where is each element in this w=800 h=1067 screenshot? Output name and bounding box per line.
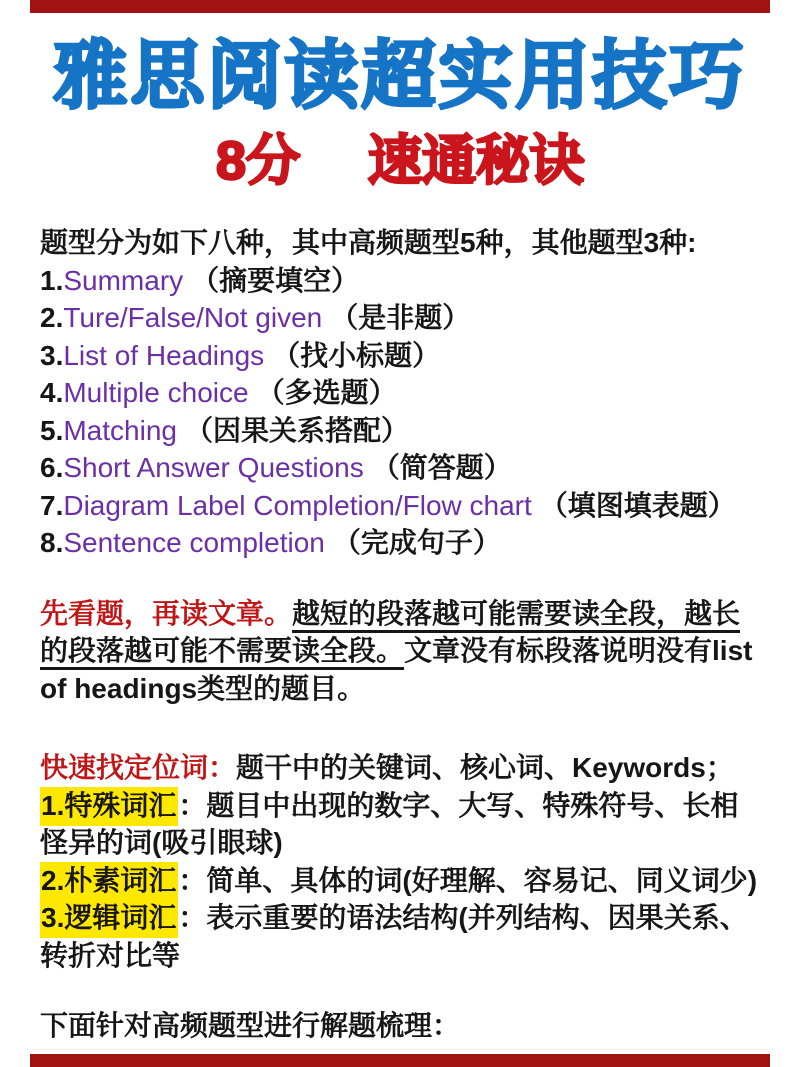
item-english-label: Multiple choice	[63, 377, 249, 408]
item-english-label: Matching	[63, 414, 177, 446]
keyword-colon: ：	[178, 789, 207, 821]
question-type-item	[40, 262, 760, 300]
keyword-text: 题目中出现的数字、大写、特殊符号、长相怪异的词(吸引眼球)	[40, 789, 739, 858]
keyword-item	[40, 862, 760, 900]
item-chinese-label: （因果关系搭配）	[184, 414, 409, 446]
item-number: 3.	[40, 339, 64, 371]
keyword-highlight: 2.朴素词汇	[40, 862, 178, 901]
item-english-label: Ture/False/Not given	[63, 302, 323, 333]
keyword-item	[40, 787, 760, 862]
strategy-lead: 先看题，再读文章。	[40, 597, 293, 629]
poster-body	[0, 224, 800, 1045]
page-title: 雅思阅读超实用技巧	[53, 34, 747, 117]
item-number: 8.	[40, 527, 64, 558]
item-english-label: Diagram Label Completion/Flow chart	[63, 489, 532, 521]
item-english-label: List of Headings	[63, 339, 265, 371]
item-english-label: Summary	[63, 264, 184, 296]
intro-line: 题型分为如下八种，其中高频题型5种，其他题型3种:	[40, 227, 697, 258]
page-subtitle	[0, 132, 800, 190]
keyword-highlight: 3.逻辑词汇	[40, 899, 178, 938]
keyword-text: 表示重要的语法结构(并列结构、因果关系、转折对比等	[40, 902, 748, 971]
item-number: 1.	[40, 264, 64, 296]
item-chinese-label: （摘要填空）	[191, 264, 360, 296]
item-chinese-label: （填图填表题）	[539, 489, 736, 521]
strategy-underlined-text: 越短的段落越可能需要读全段，越长的段落越可能不需要读全段。	[40, 597, 741, 666]
keywords-lead-line	[40, 749, 760, 787]
item-chinese-label: （简答题）	[371, 452, 512, 483]
closing-line: 下面针对高频题型进行解题梳理：	[40, 1010, 461, 1041]
question-type-item	[40, 412, 760, 450]
top-accent-bar	[30, 0, 770, 13]
item-english-label: Sentence completion	[63, 527, 325, 558]
item-chinese-label: （找小标题）	[272, 339, 441, 371]
item-english-label: Short Answer Questions	[63, 452, 364, 483]
question-type-item	[40, 524, 760, 562]
item-number: 7.	[40, 489, 64, 521]
keywords-lead-rest: 题干中的关键词、核心词、Keywords；	[236, 752, 734, 783]
subtitle-score: 8分	[215, 131, 301, 191]
item-chinese-label: （是非题）	[330, 302, 471, 333]
keyword-highlight: 1.特殊词汇	[40, 787, 178, 826]
item-chinese-label: （多选题）	[256, 377, 397, 408]
keywords-section	[40, 749, 760, 974]
keyword-item	[40, 899, 760, 974]
bottom-accent-bar	[30, 1054, 770, 1067]
strategy-rest-text: 文章没有标段落说明没有list of headings类型的题目。	[40, 635, 753, 704]
question-type-item	[40, 374, 760, 412]
item-number: 5.	[40, 414, 64, 446]
subtitle-text: 速通秘诀	[368, 131, 585, 191]
keyword-colon: ：	[178, 902, 207, 933]
question-type-item	[40, 487, 760, 525]
question-type-item	[40, 337, 760, 375]
item-chinese-label: （完成句子）	[332, 527, 501, 558]
question-type-list	[40, 262, 760, 562]
item-number: 6.	[40, 452, 64, 483]
strategy-paragraph	[40, 595, 760, 708]
keyword-text: 简单、具体的词(好理解、容易记、同义词少)	[206, 864, 758, 896]
keyword-colon: ：	[178, 864, 207, 896]
keywords-lead: 快速找定位词：	[40, 752, 237, 783]
question-type-item	[40, 449, 760, 487]
item-number: 2.	[40, 302, 64, 333]
item-number: 4.	[40, 377, 64, 408]
question-type-item	[40, 299, 760, 337]
